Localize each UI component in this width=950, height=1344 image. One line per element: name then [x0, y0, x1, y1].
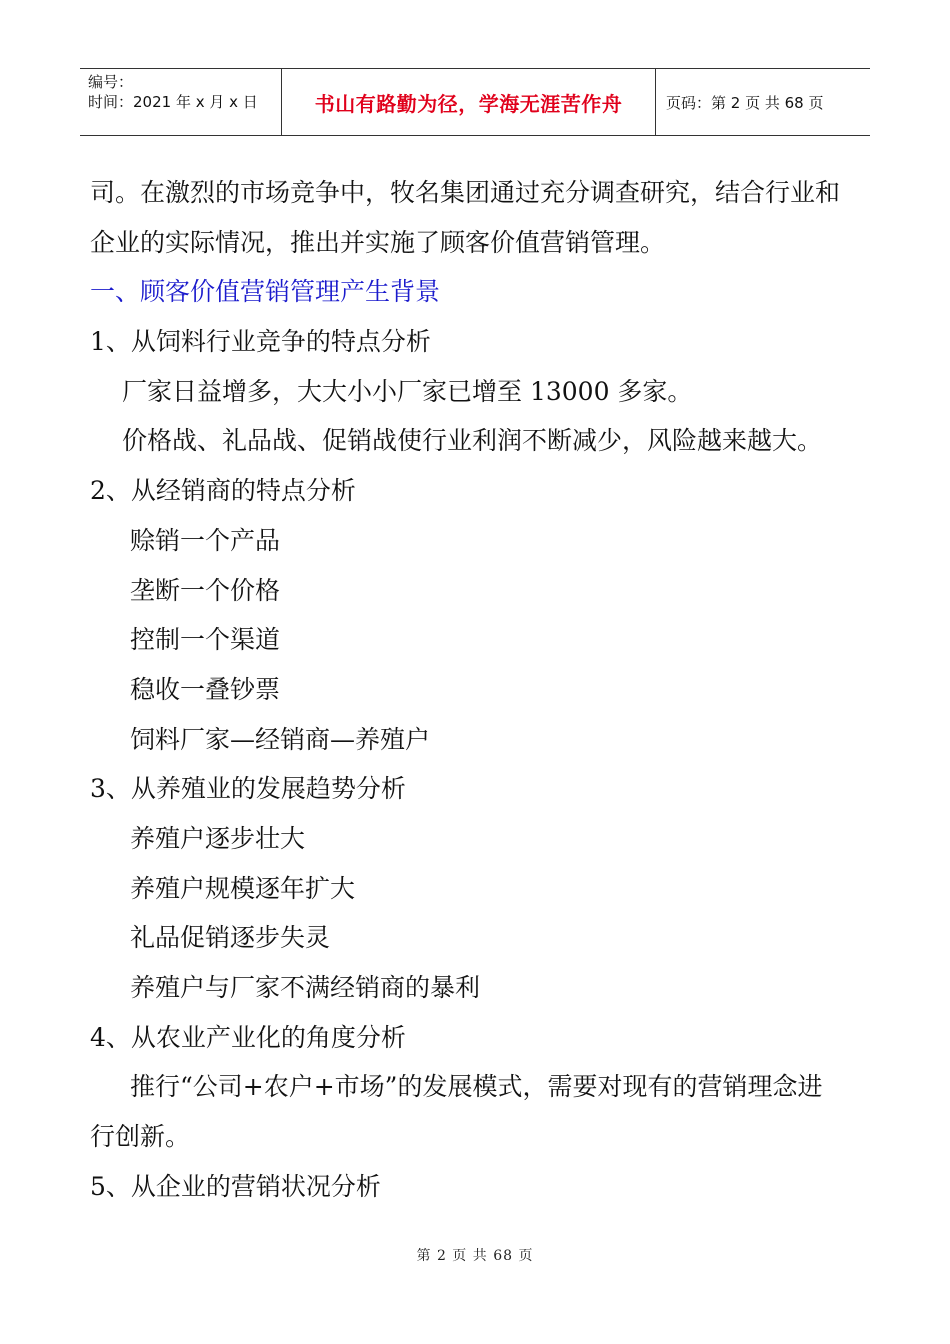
list-item: 稳收一叠钞票	[130, 674, 281, 704]
subheading: 3、从养殖业的发展趋势分析	[90, 774, 406, 804]
subheading: 1、从饲料行业竞争的特点分析	[90, 327, 431, 357]
header-meta	[80, 69, 282, 135]
list-item: 养殖户规模逐年扩大	[130, 873, 356, 903]
paragraph-line: 推行“公司+农户+市场”的发展模式，需要对现有的营销理念进	[130, 1072, 823, 1102]
date-label: 时间：2021 年 x 月 x 日	[88, 93, 258, 111]
section-heading: 一、顾客价值营销管理产生背景	[90, 277, 441, 307]
list-item: 养殖户与厂家不满经销商的暴利	[130, 973, 481, 1002]
page-header	[80, 68, 870, 136]
paragraph-line: 行创新。	[90, 1122, 191, 1152]
paragraph-line: 企业的实际情况，推出并实施了顾客价值营销管理。	[90, 227, 666, 257]
serial-number-label: 编号：	[88, 73, 134, 91]
subheading: 4、从农业产业化的角度分析	[90, 1022, 406, 1052]
list-item: 饲料厂家—经销商—养殖户	[130, 724, 431, 754]
header-motto: 书山有路勤为径，学海无涯苦作舟	[282, 69, 656, 135]
paragraph-line: 司。在激烈的市场竞争中，牧名集团通过充分调查研究，结合行业和	[90, 178, 841, 207]
header-page-info: 页码：第 2 页 共 68 页	[666, 93, 824, 112]
list-item: 赊销一个产品	[130, 525, 281, 555]
subheading: 5、从企业的营销状况分析	[90, 1171, 381, 1201]
list-item: 养殖户逐步壮大	[130, 823, 306, 853]
paragraph-line: 厂家日益增多，大大小小厂家已增至 13000 多家。	[122, 376, 693, 406]
page-footer: 第 2 页 共 68 页	[416, 1248, 534, 1264]
subheading: 2、从经销商的特点分析	[90, 476, 356, 506]
paragraph-line: 价格战、礼品战、促销战使行业利润不断减少，风险越来越大。	[122, 426, 823, 456]
list-item: 控制一个渠道	[130, 625, 281, 655]
list-item: 垄断一个价格	[130, 575, 281, 605]
list-item: 礼品促销逐步失灵	[130, 923, 331, 953]
document-body	[90, 168, 870, 1211]
